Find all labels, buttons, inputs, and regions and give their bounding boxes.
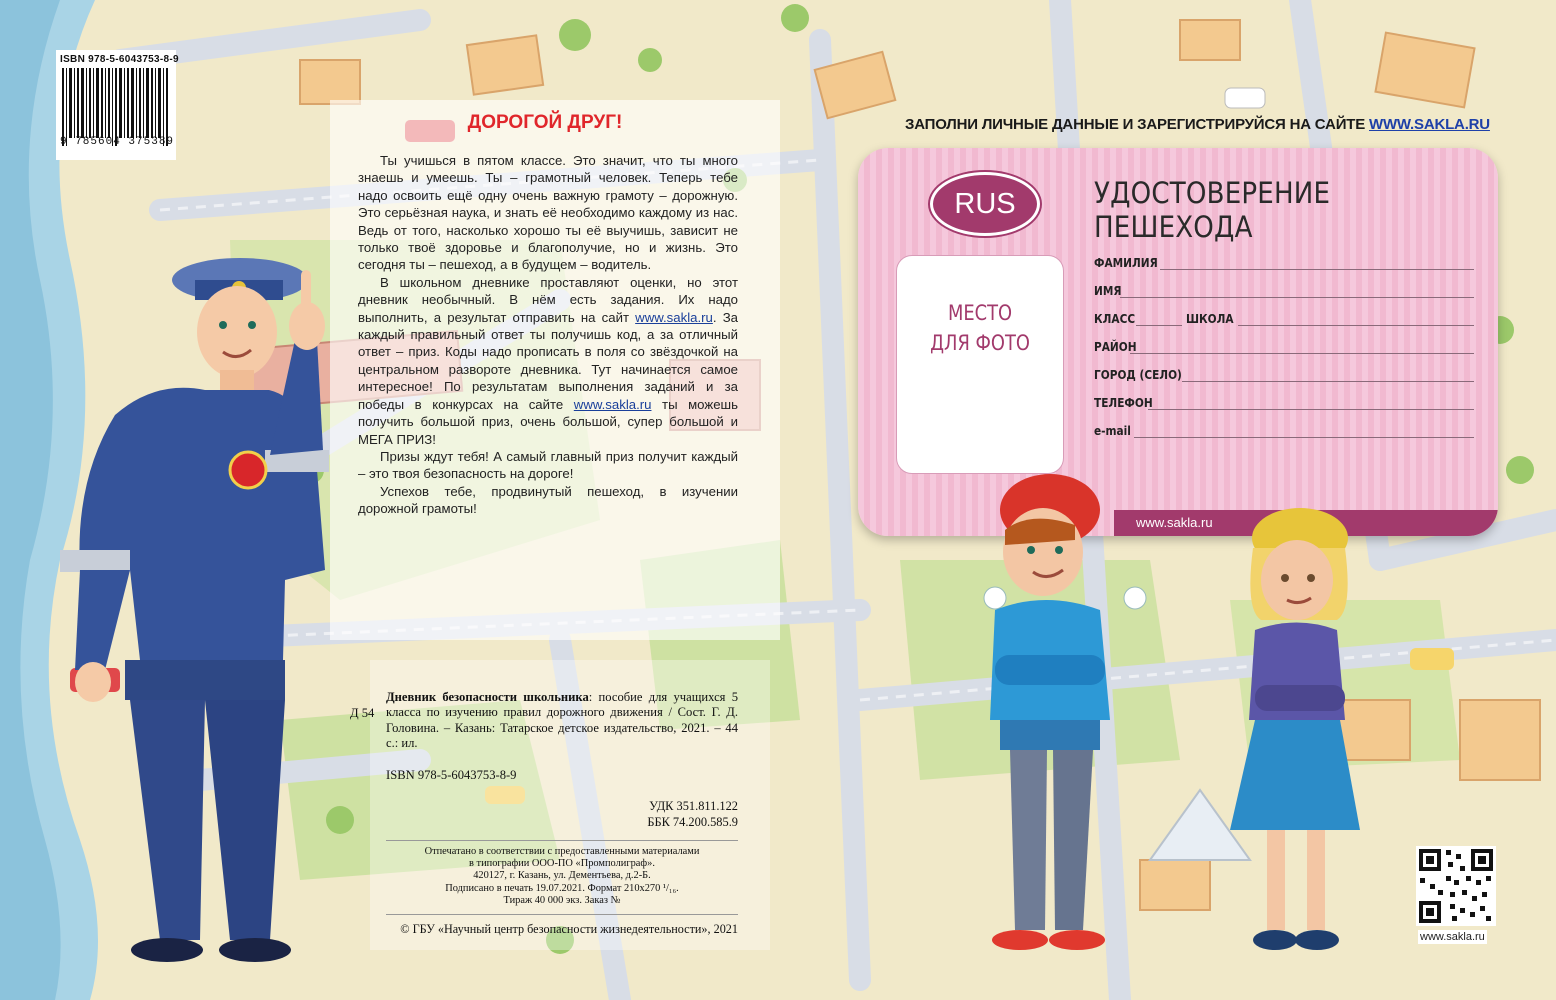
isbn: ISBN 978-5-6043753-8-9: [386, 768, 517, 782]
qr-code[interactable]: [1416, 846, 1496, 926]
card-footer-url[interactable]: www.sakla.ru: [1114, 510, 1498, 536]
name-field[interactable]: [1120, 297, 1474, 298]
district-label: РАЙОН: [1094, 340, 1137, 354]
email-label: e-mail: [1094, 424, 1131, 438]
bibliographic-description: [386, 690, 738, 752]
udk-code: УДК 351.811.122: [649, 799, 738, 813]
classification: [600, 798, 738, 830]
class-label: КЛАСС: [1094, 312, 1136, 326]
register-instruction: [905, 116, 1490, 133]
city-field[interactable]: [1182, 381, 1474, 382]
surname-label: ФАМИЛИЯ: [1094, 256, 1158, 270]
book-title: Дневник безопасности школьника: [386, 690, 589, 704]
email-field[interactable]: [1134, 437, 1474, 438]
letter-text: ты можешь получить большой приз, очень большой, супер большой и МЕГА ПРИЗ!: [358, 396, 738, 447]
qr-graphic: [1416, 846, 1496, 926]
class-field[interactable]: [1136, 325, 1182, 326]
city-label: ГОРОД (СЕЛО): [1094, 368, 1182, 382]
letter-text: В школьном дневнике проставляют оценки, но этот дневник необычный. В нём есть задания. Их надо выполнить, а результат отправить на сайт: [358, 274, 738, 325]
bbk-code: ББК 74.200.585.9: [647, 815, 738, 829]
boy-illustration: [975, 470, 1125, 960]
name-label: ИМЯ: [1094, 284, 1122, 298]
police-officer-illustration: [55, 240, 335, 980]
card-title: УДОСТОВЕРЕНИЕ ПЕШЕХОДА: [1094, 176, 1331, 244]
barcode-digits: 9 785604 375389: [60, 136, 175, 148]
print-line: Подписано в печать 19.07.2021. Формат 210х270 ¹/₁₆.: [445, 882, 679, 894]
print-line: в типографии ООО-ПО «Промполиграф».: [469, 858, 655, 870]
letter-paragraph-4: Успехов тебе, продвинутый пешеход, в изучении дорожной грамоты!: [358, 483, 738, 517]
letter-title: ДОРОГОЙ ДРУГ!: [467, 112, 623, 133]
qr-url[interactable]: www.sakla.ru: [1420, 931, 1485, 943]
print-line: 420127, г. Казань, ул. Дементьева, д.2-Б.: [473, 870, 651, 882]
register-text: ЗАПОЛНИ ЛИЧНЫЕ ДАННЫЕ И ЗАРЕГИСТРИРУЙСЯ НА САЙТЕ: [905, 116, 1370, 133]
school-label: ШКОЛА: [1186, 312, 1234, 326]
letter-paragraph-2: [358, 274, 738, 448]
barcode-isbn: ISBN 978-5-6043753-8-9: [60, 54, 179, 65]
photo-placeholder[interactable]: [896, 255, 1064, 474]
print-line: Тираж 40 000 экз. Заказ №: [503, 894, 621, 906]
sakla-link[interactable]: www.sakla.ru: [635, 309, 713, 325]
letter-text: . За каждый правильный ответ ты получишь код, а за отличный ответ – приз. Коды надо прописать в поля со звёздочкой на центральном развороте дневника. Тут начинается самое интересное! По результатам выполнения заданий и за победы в конкурсах на сайте: [358, 309, 738, 412]
school-field[interactable]: [1238, 325, 1474, 326]
print-line: Отпечатано в соответствии с предоставленными материалами: [424, 846, 700, 857]
girl-illustration: [1225, 500, 1365, 970]
letter-body: [358, 152, 738, 518]
rus-badge: RUS: [930, 172, 1040, 236]
sakla-link-2[interactable]: www.sakla.ru: [573, 396, 652, 412]
print-info: [386, 846, 738, 907]
photo-label-line: ДЛЯ ФОТО: [930, 331, 1030, 355]
library-code: Д 54: [350, 706, 375, 720]
register-site-link[interactable]: WWW.SAKLA.RU: [1369, 116, 1490, 133]
divider: [386, 840, 738, 841]
copyright: © ГБУ «Научный центр безопасности жизнедеятельности», 2021: [400, 922, 738, 936]
divider: [386, 914, 738, 915]
letter-paragraph-3: Призы ждут тебя! А самый главный приз получит каждый – это твоя безопасность на дороге!: [358, 448, 738, 482]
phone-label: ТЕЛЕФОН: [1094, 396, 1153, 410]
phone-field[interactable]: [1148, 409, 1474, 410]
pedestrian-id-card: [858, 148, 1498, 536]
district-field[interactable]: [1130, 353, 1474, 354]
photo-label: [909, 298, 1050, 358]
photo-label-line: МЕСТО: [947, 301, 1013, 325]
surname-field[interactable]: [1160, 269, 1474, 270]
book-description: : пособие для учащихся 5 класса по изучению правил дорожного движения / Сост. Г. Д. Головина. – Казань: Татарское детское издательство, 2021. – 44 с.: ил.: [386, 690, 738, 751]
letter-paragraph-1: Ты учишься в пятом классе. Это значит, что ты много знаешь и умеешь. Ты – грамотный человек. Теперь тебе надо освоить ещё одну очень важную грамоту – дорожную. Это серьёзная наука, и знать её необходимо каждому из нас. Ведь от того, насколько хорошо ты её выучишь, зависит не только твоё здоровье и благополучие, но и жизнь. Это сегодня ты – пешеход, а в будущем – водитель.: [358, 153, 738, 273]
